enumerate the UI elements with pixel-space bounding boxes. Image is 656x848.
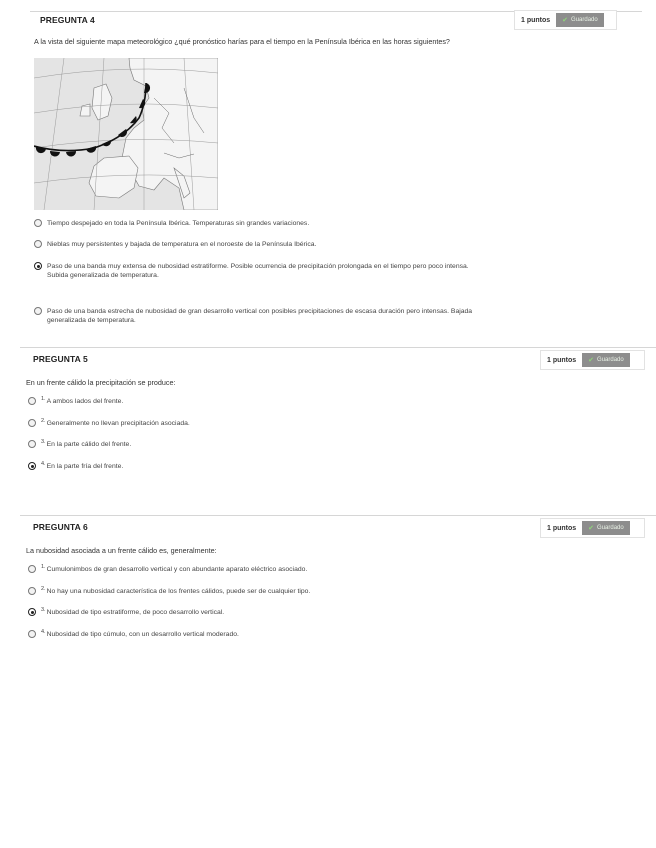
- option-number: 3.: [41, 607, 46, 613]
- question-separator: [20, 347, 656, 348]
- saved-status-text: Guardado: [571, 17, 598, 23]
- question-title: PREGUNTA 4: [40, 15, 95, 25]
- option-label: Tiempo despejado en toda la Península Ibérica. Temperaturas sin grandes variaciones.: [47, 220, 310, 227]
- radio-icon[interactable]: [34, 240, 42, 248]
- option-label: En la parte fría del frente.: [46, 463, 124, 470]
- answer-option[interactable]: [28, 565, 307, 574]
- radio-icon[interactable]: [28, 397, 36, 405]
- check-icon: ✔: [562, 17, 569, 24]
- answer-option[interactable]: [34, 240, 484, 249]
- option-number: 4.: [41, 629, 46, 635]
- weather-map-svg: [34, 58, 218, 210]
- radio-icon[interactable]: [28, 440, 36, 448]
- question-title: PREGUNTA 5: [33, 354, 88, 364]
- points-box: [514, 10, 617, 30]
- option-number: 2.: [41, 418, 46, 424]
- answer-option[interactable]: [34, 262, 484, 280]
- answer-option[interactable]: [28, 440, 131, 449]
- question-text: La nubosidad asociada a un frente cálido es, generalmente:: [26, 546, 217, 555]
- option-label: Generalmente no llevan precipitación asociada.: [46, 420, 190, 427]
- radio-icon[interactable]: [28, 587, 36, 595]
- radio-icon[interactable]: [34, 307, 42, 315]
- answer-option[interactable]: [34, 307, 484, 325]
- saved-status-badge: [582, 353, 630, 367]
- radio-selected-icon[interactable]: [28, 462, 36, 470]
- check-icon: ✔: [588, 525, 595, 532]
- radio-selected-icon[interactable]: [34, 262, 42, 270]
- saved-status-text: Guardado: [597, 357, 624, 363]
- option-label: Cumulonimbos de gran desarrollo vertical y con abundante aparato eléctrico asociado.: [46, 566, 308, 573]
- points-label: 1 puntos: [521, 16, 551, 24]
- weather-map-image: [34, 58, 218, 210]
- option-number: 1.: [41, 564, 46, 570]
- question-text: A la vista del siguiente mapa meteorológico ¿qué pronóstico harías para el tiempo en la Península Ibérica en las horas siguientes?: [34, 37, 450, 46]
- saved-status-badge: [556, 13, 604, 27]
- question-separator: [20, 515, 656, 516]
- option-label: Paso de una banda muy extensa de nubosidad estratiforme. Posible ocurrencia de precipitación prolongada en el tiempo pero poco intensa. Subida generalizada de temperatura.: [47, 263, 469, 279]
- option-label: A ambos lados del frente.: [46, 398, 124, 405]
- points-label: 1 puntos: [547, 524, 577, 532]
- option-label: En la parte cálido del frente.: [46, 441, 132, 448]
- points-box: [540, 350, 645, 370]
- option-number: 4.: [41, 461, 46, 467]
- option-number: 1.: [41, 396, 46, 402]
- points-label: 1 puntos: [547, 356, 577, 364]
- answer-option[interactable]: [28, 462, 123, 471]
- radio-icon[interactable]: [28, 419, 36, 427]
- check-icon: ✔: [588, 357, 595, 364]
- option-label: Nieblas muy persistentes y bajada de temperatura en el noroeste de la Península Ibérica.: [47, 241, 317, 248]
- radio-icon[interactable]: [34, 219, 42, 227]
- option-label: Nubosidad de tipo estratiforme, de poco desarrollo vertical.: [46, 609, 225, 616]
- answer-option[interactable]: [28, 630, 239, 639]
- radio-icon[interactable]: [28, 630, 36, 638]
- radio-icon[interactable]: [28, 565, 36, 573]
- question-title: PREGUNTA 6: [33, 522, 88, 532]
- option-label: Nubosidad de tipo cúmulo, con un desarrollo vertical moderado.: [46, 631, 239, 638]
- question-text: En un frente cálido la precipitación se produce:: [26, 378, 176, 387]
- saved-status-badge: [582, 521, 630, 535]
- points-box: [540, 518, 645, 538]
- answer-option[interactable]: [28, 419, 190, 428]
- option-number: 3.: [41, 439, 46, 445]
- option-label: No hay una nubosidad característica de los frentes cálidos, puede ser de cualquier tipo.: [46, 588, 311, 595]
- option-number: 2.: [41, 586, 46, 592]
- radio-selected-icon[interactable]: [28, 608, 36, 616]
- answer-option[interactable]: [28, 608, 224, 617]
- answer-option[interactable]: [34, 219, 484, 228]
- saved-status-text: Guardado: [597, 525, 624, 531]
- answer-option[interactable]: [28, 397, 123, 406]
- option-label: Paso de una banda estrecha de nubosidad de gran desarrollo vertical con posibles precipitaciones de escasa duración pero intensas. Bajada generalizada de temperatura.: [47, 308, 473, 324]
- answer-option[interactable]: [28, 587, 310, 596]
